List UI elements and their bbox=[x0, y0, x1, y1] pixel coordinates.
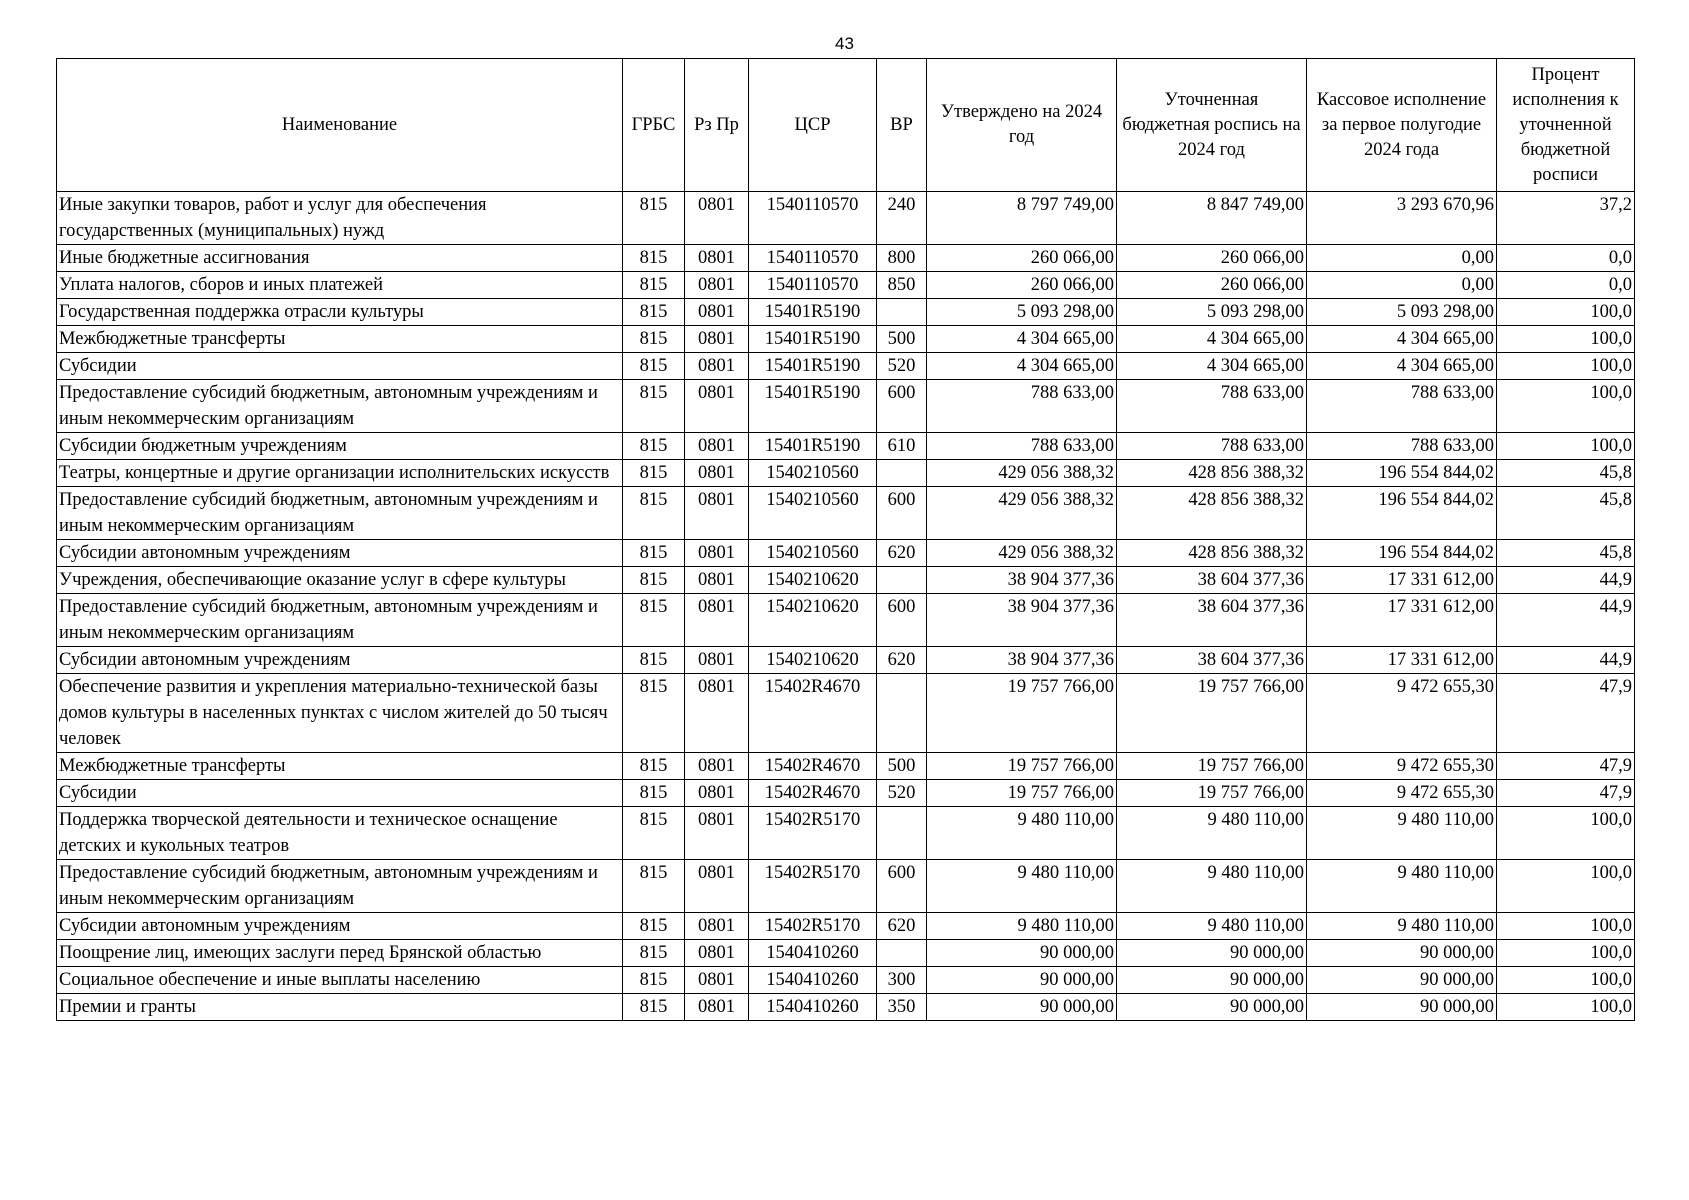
cell-refined: 19 757 766,00 bbox=[1117, 780, 1307, 807]
cell-csr: 15401R5190 bbox=[749, 433, 877, 460]
cell-cash: 0,00 bbox=[1307, 272, 1497, 299]
cell-grbs: 815 bbox=[623, 540, 685, 567]
cell-refined: 90 000,00 bbox=[1117, 994, 1307, 1021]
cell-approved: 90 000,00 bbox=[927, 940, 1117, 967]
cell-vr: 600 bbox=[877, 487, 927, 540]
cell-approved: 19 757 766,00 bbox=[927, 780, 1117, 807]
cell-cash: 9 472 655,30 bbox=[1307, 674, 1497, 753]
header-vr: ВР bbox=[877, 59, 927, 192]
table-row bbox=[57, 192, 1635, 245]
cell-name: Поддержка творческой деятельности и техническое оснащение детских и кукольных театров bbox=[57, 807, 623, 860]
cell-percent: 37,2 bbox=[1497, 192, 1635, 245]
cell-cash: 17 331 612,00 bbox=[1307, 567, 1497, 594]
cell-refined: 38 604 377,36 bbox=[1117, 594, 1307, 647]
cell-approved: 5 093 298,00 bbox=[927, 299, 1117, 326]
cell-rzpr: 0801 bbox=[685, 460, 749, 487]
budget-table bbox=[56, 58, 1635, 1021]
cell-vr: 610 bbox=[877, 433, 927, 460]
table-row bbox=[57, 994, 1635, 1021]
cell-percent: 100,0 bbox=[1497, 433, 1635, 460]
table-row bbox=[57, 245, 1635, 272]
cell-csr: 1540110570 bbox=[749, 272, 877, 299]
cell-refined: 38 604 377,36 bbox=[1117, 567, 1307, 594]
cell-csr: 15402R4670 bbox=[749, 753, 877, 780]
header-rzpr: Рз Пр bbox=[685, 59, 749, 192]
cell-grbs: 815 bbox=[623, 299, 685, 326]
cell-grbs: 815 bbox=[623, 674, 685, 753]
cell-grbs: 815 bbox=[623, 460, 685, 487]
cell-refined: 90 000,00 bbox=[1117, 967, 1307, 994]
table-row bbox=[57, 780, 1635, 807]
cell-name: Социальное обеспечение и иные выплаты населению bbox=[57, 967, 623, 994]
cell-percent: 100,0 bbox=[1497, 326, 1635, 353]
table-row bbox=[57, 913, 1635, 940]
cell-csr: 1540210620 bbox=[749, 594, 877, 647]
cell-percent: 100,0 bbox=[1497, 353, 1635, 380]
cell-percent: 100,0 bbox=[1497, 380, 1635, 433]
cell-cash: 196 554 844,02 bbox=[1307, 540, 1497, 567]
cell-refined: 9 480 110,00 bbox=[1117, 913, 1307, 940]
cell-approved: 90 000,00 bbox=[927, 994, 1117, 1021]
cell-name: Иные бюджетные ассигнования bbox=[57, 245, 623, 272]
cell-rzpr: 0801 bbox=[685, 540, 749, 567]
cell-vr: 620 bbox=[877, 913, 927, 940]
cell-vr: 620 bbox=[877, 540, 927, 567]
cell-vr: 520 bbox=[877, 780, 927, 807]
cell-csr: 15402R4670 bbox=[749, 674, 877, 753]
cell-csr: 1540110570 bbox=[749, 245, 877, 272]
cell-grbs: 815 bbox=[623, 245, 685, 272]
cell-cash: 788 633,00 bbox=[1307, 380, 1497, 433]
cell-grbs: 815 bbox=[623, 594, 685, 647]
cell-rzpr: 0801 bbox=[685, 860, 749, 913]
cell-rzpr: 0801 bbox=[685, 807, 749, 860]
cell-vr bbox=[877, 567, 927, 594]
cell-percent: 45,8 bbox=[1497, 460, 1635, 487]
cell-cash: 17 331 612,00 bbox=[1307, 594, 1497, 647]
cell-grbs: 815 bbox=[623, 433, 685, 460]
header-name: Наименование bbox=[57, 59, 623, 192]
cell-percent: 45,8 bbox=[1497, 540, 1635, 567]
cell-rzpr: 0801 bbox=[685, 913, 749, 940]
table-row bbox=[57, 807, 1635, 860]
table-row bbox=[57, 460, 1635, 487]
cell-approved: 19 757 766,00 bbox=[927, 674, 1117, 753]
cell-grbs: 815 bbox=[623, 753, 685, 780]
cell-approved: 788 633,00 bbox=[927, 380, 1117, 433]
cell-cash: 0,00 bbox=[1307, 245, 1497, 272]
cell-name: Субсидии bbox=[57, 780, 623, 807]
cell-rzpr: 0801 bbox=[685, 245, 749, 272]
cell-rzpr: 0801 bbox=[685, 753, 749, 780]
table-row bbox=[57, 326, 1635, 353]
header-grbs: ГРБС bbox=[623, 59, 685, 192]
table-row bbox=[57, 487, 1635, 540]
cell-vr: 240 bbox=[877, 192, 927, 245]
cell-approved: 38 904 377,36 bbox=[927, 567, 1117, 594]
cell-rzpr: 0801 bbox=[685, 272, 749, 299]
cell-cash: 90 000,00 bbox=[1307, 967, 1497, 994]
cell-refined: 9 480 110,00 bbox=[1117, 807, 1307, 860]
cell-grbs: 815 bbox=[623, 913, 685, 940]
cell-vr bbox=[877, 807, 927, 860]
table-row bbox=[57, 860, 1635, 913]
table-row bbox=[57, 567, 1635, 594]
cell-approved: 19 757 766,00 bbox=[927, 753, 1117, 780]
cell-percent: 47,9 bbox=[1497, 780, 1635, 807]
cell-name: Предоставление субсидий бюджетным, автономным учреждениям и иным некоммерческим организациям bbox=[57, 594, 623, 647]
header-refined: Уточненная бюджетная роспись на 2024 год bbox=[1117, 59, 1307, 192]
cell-grbs: 815 bbox=[623, 353, 685, 380]
header-csr: ЦСР bbox=[749, 59, 877, 192]
cell-rzpr: 0801 bbox=[685, 326, 749, 353]
cell-name: Предоставление субсидий бюджетным, автономным учреждениям и иным некоммерческим организациям bbox=[57, 380, 623, 433]
cell-rzpr: 0801 bbox=[685, 647, 749, 674]
cell-csr: 1540410260 bbox=[749, 994, 877, 1021]
cell-vr: 520 bbox=[877, 353, 927, 380]
cell-refined: 428 856 388,32 bbox=[1117, 540, 1307, 567]
cell-csr: 15401R5190 bbox=[749, 299, 877, 326]
cell-refined: 9 480 110,00 bbox=[1117, 860, 1307, 913]
cell-refined: 19 757 766,00 bbox=[1117, 753, 1307, 780]
table-body bbox=[57, 192, 1635, 1021]
cell-refined: 260 066,00 bbox=[1117, 245, 1307, 272]
cell-name: Поощрение лиц, имеющих заслуги перед Брянской областью bbox=[57, 940, 623, 967]
cell-csr: 1540410260 bbox=[749, 967, 877, 994]
cell-csr: 15401R5190 bbox=[749, 326, 877, 353]
cell-approved: 429 056 388,32 bbox=[927, 540, 1117, 567]
header-percent: Процент исполнения к уточненной бюджетной росписи bbox=[1497, 59, 1635, 192]
cell-percent: 44,9 bbox=[1497, 647, 1635, 674]
cell-rzpr: 0801 bbox=[685, 192, 749, 245]
cell-csr: 15402R5170 bbox=[749, 860, 877, 913]
cell-percent: 100,0 bbox=[1497, 860, 1635, 913]
cell-vr: 800 bbox=[877, 245, 927, 272]
cell-name: Предоставление субсидий бюджетным, автономным учреждениям и иным некоммерческим организациям bbox=[57, 860, 623, 913]
cell-percent: 100,0 bbox=[1497, 967, 1635, 994]
cell-vr: 350 bbox=[877, 994, 927, 1021]
cell-csr: 1540210620 bbox=[749, 647, 877, 674]
cell-rzpr: 0801 bbox=[685, 567, 749, 594]
cell-percent: 100,0 bbox=[1497, 940, 1635, 967]
cell-name: Учреждения, обеспечивающие оказание услуг в сфере культуры bbox=[57, 567, 623, 594]
cell-cash: 9 472 655,30 bbox=[1307, 780, 1497, 807]
cell-percent: 45,8 bbox=[1497, 487, 1635, 540]
table-row bbox=[57, 674, 1635, 753]
cell-vr: 620 bbox=[877, 647, 927, 674]
table-row bbox=[57, 433, 1635, 460]
table-row bbox=[57, 967, 1635, 994]
cell-percent: 47,9 bbox=[1497, 674, 1635, 753]
page-number: 43 bbox=[835, 34, 854, 53]
cell-refined: 788 633,00 bbox=[1117, 433, 1307, 460]
cell-cash: 3 293 670,96 bbox=[1307, 192, 1497, 245]
cell-approved: 90 000,00 bbox=[927, 967, 1117, 994]
cell-cash: 90 000,00 bbox=[1307, 940, 1497, 967]
cell-cash: 788 633,00 bbox=[1307, 433, 1497, 460]
cell-cash: 17 331 612,00 bbox=[1307, 647, 1497, 674]
cell-grbs: 815 bbox=[623, 326, 685, 353]
cell-refined: 428 856 388,32 bbox=[1117, 460, 1307, 487]
header-cash: Кассовое исполнение за первое полугодие 2024 года bbox=[1307, 59, 1497, 192]
cell-refined: 260 066,00 bbox=[1117, 272, 1307, 299]
cell-name: Театры, концертные и другие организации исполнительских искусств bbox=[57, 460, 623, 487]
table-row bbox=[57, 353, 1635, 380]
cell-cash: 196 554 844,02 bbox=[1307, 460, 1497, 487]
cell-vr bbox=[877, 674, 927, 753]
cell-name: Субсидии автономным учреждениям bbox=[57, 647, 623, 674]
cell-vr bbox=[877, 460, 927, 487]
cell-csr: 15402R5170 bbox=[749, 913, 877, 940]
cell-grbs: 815 bbox=[623, 860, 685, 913]
cell-name: Уплата налогов, сборов и иных платежей bbox=[57, 272, 623, 299]
cell-vr: 600 bbox=[877, 860, 927, 913]
cell-approved: 9 480 110,00 bbox=[927, 860, 1117, 913]
cell-rzpr: 0801 bbox=[685, 380, 749, 433]
cell-vr: 600 bbox=[877, 380, 927, 433]
cell-name: Субсидии бюджетным учреждениям bbox=[57, 433, 623, 460]
cell-name: Иные закупки товаров, работ и услуг для обеспечения государственных (муниципальных) нужд bbox=[57, 192, 623, 245]
cell-percent: 44,9 bbox=[1497, 567, 1635, 594]
cell-cash: 9 480 110,00 bbox=[1307, 807, 1497, 860]
cell-grbs: 815 bbox=[623, 380, 685, 433]
cell-refined: 19 757 766,00 bbox=[1117, 674, 1307, 753]
cell-cash: 4 304 665,00 bbox=[1307, 353, 1497, 380]
cell-cash: 9 480 110,00 bbox=[1307, 860, 1497, 913]
cell-name: Субсидии автономным учреждениям bbox=[57, 540, 623, 567]
cell-grbs: 815 bbox=[623, 780, 685, 807]
cell-approved: 38 904 377,36 bbox=[927, 594, 1117, 647]
cell-vr: 850 bbox=[877, 272, 927, 299]
cell-cash: 5 093 298,00 bbox=[1307, 299, 1497, 326]
header-approved: Утверждено на 2024 год bbox=[927, 59, 1117, 192]
cell-approved: 260 066,00 bbox=[927, 245, 1117, 272]
cell-refined: 8 847 749,00 bbox=[1117, 192, 1307, 245]
cell-vr: 300 bbox=[877, 967, 927, 994]
cell-refined: 4 304 665,00 bbox=[1117, 326, 1307, 353]
cell-cash: 9 480 110,00 bbox=[1307, 913, 1497, 940]
cell-rzpr: 0801 bbox=[685, 433, 749, 460]
cell-grbs: 815 bbox=[623, 272, 685, 299]
cell-vr bbox=[877, 299, 927, 326]
cell-grbs: 815 bbox=[623, 807, 685, 860]
table-row bbox=[57, 594, 1635, 647]
cell-rzpr: 0801 bbox=[685, 994, 749, 1021]
cell-name: Межбюджетные трансферты bbox=[57, 326, 623, 353]
cell-approved: 38 904 377,36 bbox=[927, 647, 1117, 674]
table-row bbox=[57, 940, 1635, 967]
cell-cash: 196 554 844,02 bbox=[1307, 487, 1497, 540]
cell-grbs: 815 bbox=[623, 487, 685, 540]
cell-grbs: 815 bbox=[623, 967, 685, 994]
cell-approved: 4 304 665,00 bbox=[927, 353, 1117, 380]
cell-name: Субсидии автономным учреждениям bbox=[57, 913, 623, 940]
cell-refined: 5 093 298,00 bbox=[1117, 299, 1307, 326]
cell-csr: 1540410260 bbox=[749, 940, 877, 967]
cell-grbs: 815 bbox=[623, 994, 685, 1021]
table-row bbox=[57, 380, 1635, 433]
cell-percent: 100,0 bbox=[1497, 807, 1635, 860]
cell-rzpr: 0801 bbox=[685, 594, 749, 647]
cell-rzpr: 0801 bbox=[685, 299, 749, 326]
cell-refined: 788 633,00 bbox=[1117, 380, 1307, 433]
table-row bbox=[57, 647, 1635, 674]
cell-csr: 15402R5170 bbox=[749, 807, 877, 860]
cell-refined: 90 000,00 bbox=[1117, 940, 1307, 967]
cell-percent: 100,0 bbox=[1497, 994, 1635, 1021]
cell-cash: 9 472 655,30 bbox=[1307, 753, 1497, 780]
header-row bbox=[57, 59, 1635, 192]
cell-percent: 44,9 bbox=[1497, 594, 1635, 647]
cell-name: Предоставление субсидий бюджетным, автономным учреждениям и иным некоммерческим организациям bbox=[57, 487, 623, 540]
cell-name: Субсидии bbox=[57, 353, 623, 380]
cell-refined: 4 304 665,00 bbox=[1117, 353, 1307, 380]
cell-cash: 4 304 665,00 bbox=[1307, 326, 1497, 353]
cell-rzpr: 0801 bbox=[685, 940, 749, 967]
cell-csr: 15401R5190 bbox=[749, 353, 877, 380]
cell-approved: 260 066,00 bbox=[927, 272, 1117, 299]
cell-percent: 100,0 bbox=[1497, 913, 1635, 940]
cell-rzpr: 0801 bbox=[685, 780, 749, 807]
cell-csr: 1540210560 bbox=[749, 460, 877, 487]
cell-approved: 788 633,00 bbox=[927, 433, 1117, 460]
cell-rzpr: 0801 bbox=[685, 353, 749, 380]
cell-percent: 47,9 bbox=[1497, 753, 1635, 780]
cell-csr: 15401R5190 bbox=[749, 380, 877, 433]
cell-refined: 38 604 377,36 bbox=[1117, 647, 1307, 674]
cell-cash: 90 000,00 bbox=[1307, 994, 1497, 1021]
cell-approved: 429 056 388,32 bbox=[927, 487, 1117, 540]
cell-vr: 500 bbox=[877, 753, 927, 780]
table-row bbox=[57, 299, 1635, 326]
cell-csr: 1540210620 bbox=[749, 567, 877, 594]
cell-vr bbox=[877, 940, 927, 967]
cell-grbs: 815 bbox=[623, 647, 685, 674]
cell-percent: 100,0 bbox=[1497, 299, 1635, 326]
cell-grbs: 815 bbox=[623, 567, 685, 594]
cell-approved: 4 304 665,00 bbox=[927, 326, 1117, 353]
table-row bbox=[57, 272, 1635, 299]
cell-approved: 9 480 110,00 bbox=[927, 807, 1117, 860]
table-row bbox=[57, 540, 1635, 567]
cell-approved: 8 797 749,00 bbox=[927, 192, 1117, 245]
cell-grbs: 815 bbox=[623, 192, 685, 245]
cell-rzpr: 0801 bbox=[685, 967, 749, 994]
cell-name: Премии и гранты bbox=[57, 994, 623, 1021]
cell-approved: 9 480 110,00 bbox=[927, 913, 1117, 940]
cell-approved: 429 056 388,32 bbox=[927, 460, 1117, 487]
cell-grbs: 815 bbox=[623, 940, 685, 967]
cell-csr: 1540110570 bbox=[749, 192, 877, 245]
cell-rzpr: 0801 bbox=[685, 487, 749, 540]
cell-csr: 15402R4670 bbox=[749, 780, 877, 807]
cell-name: Обеспечение развития и укрепления материально-технической базы домов культуры в населенных пунктах с числом жителей до 50 тысяч человек bbox=[57, 674, 623, 753]
cell-refined: 428 856 388,32 bbox=[1117, 487, 1307, 540]
cell-csr: 1540210560 bbox=[749, 487, 877, 540]
cell-percent: 0,0 bbox=[1497, 245, 1635, 272]
table-row bbox=[57, 753, 1635, 780]
cell-name: Государственная поддержка отрасли культуры bbox=[57, 299, 623, 326]
cell-vr: 600 bbox=[877, 594, 927, 647]
cell-csr: 1540210560 bbox=[749, 540, 877, 567]
cell-percent: 0,0 bbox=[1497, 272, 1635, 299]
cell-rzpr: 0801 bbox=[685, 674, 749, 753]
cell-name: Межбюджетные трансферты bbox=[57, 753, 623, 780]
cell-vr: 500 bbox=[877, 326, 927, 353]
